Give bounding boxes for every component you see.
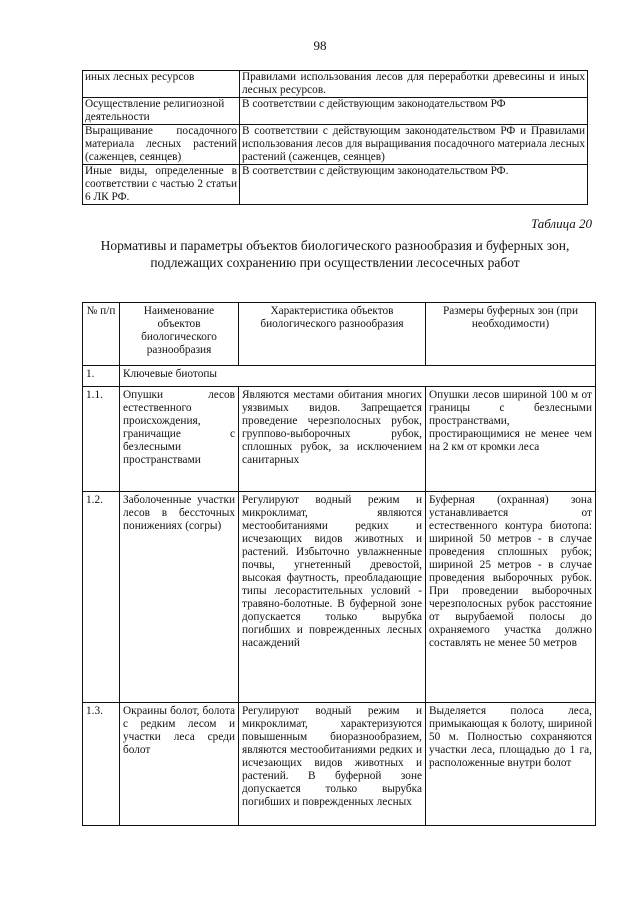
page-number: 98: [313, 38, 327, 53]
row-buffer: Буферная (охранная) зона устанавливается от естественного контура биотопа: шириной 50 метров - в случае проведения сплошных рубок; шириной 25 метров - в случае проведения выборочных рубок. При проведении выборочных черезполосных рубок расстояние от вырубаемой полосы до охраняемого участка должно составлять не менее 50 метров: [426, 492, 596, 703]
continued-regulations-table: [82, 70, 588, 205]
table-header-row: [83, 303, 596, 366]
table-row: [83, 387, 596, 492]
row-buffer: Выделяется полоса леса, примыкающая к болоту, шириной 50 м. Полностью сохраняются участки леса, площадью до 1 га, расположенные внутри болот: [426, 703, 596, 826]
regulation-cell: В соответствии с действующим законодательством РФ и Правилами использования лесов для выращивания посадочного материала лесных растений (саженцев, сеянцев): [240, 125, 588, 165]
header-description: Характеристика объектов биологического разнообразия: [239, 303, 426, 366]
table-title: Нормативы и параметры объектов биологического разнообразия и буферных зон, подлежащих сохранению при осуществлении лесосечных работ: [100, 238, 570, 270]
activity-cell: Иные виды, определенные в соответствии с частью 2 статьи 6 ЛК РФ.: [83, 165, 240, 205]
table-row: [83, 165, 588, 205]
row-name: Заболоченные участки лесов в бессточных понижениях (согры): [120, 492, 239, 703]
section-row: [83, 366, 596, 387]
row-num: 1.2.: [83, 492, 120, 703]
regulation-cell: В соответствии с действующим законодательством РФ.: [240, 165, 588, 205]
activity-cell: Осуществление религиозной деятельности: [83, 98, 240, 125]
section-name: Ключевые биотопы: [120, 366, 596, 387]
row-num: 1.3.: [83, 703, 120, 826]
table-caption: Таблица 20: [530, 216, 592, 231]
table-row: [83, 98, 588, 125]
header-buffer: Размеры буферных зон (при необходимости): [426, 303, 596, 366]
regulation-cell: В соответствии с действующим законодательством РФ: [240, 98, 588, 125]
table-row: [83, 125, 588, 165]
row-num: 1.1.: [83, 387, 120, 492]
row-buffer: Опушки лесов шириной 100 м от границы с безлесными пространствами, простирающимися не менее чем на 2 км от кромки леса: [426, 387, 596, 492]
row-description: Являются местами обитания многих уязвимых видов. Запрещается проведение черезполосных рубок, группово-выборочных рубок, сплошных рубок, за исключением санитарных: [239, 387, 426, 492]
table-row: [83, 492, 596, 703]
regulation-cell: Правилами использования лесов для переработки древесины и иных лесных ресурсов.: [240, 71, 588, 98]
row-description: Регулируют водный режим и микроклимат, являются местообитаниями редких и исчезающих видов животных и растений. Избыточно увлажненные почвы, угнетенный древостой, высокая фаутность, преобладающие типы лесорастительных условий - травяно-болотные. В буферной зоне допускается только вырубка погибших и поврежденных лесных насаждений: [239, 492, 426, 703]
row-description: Регулируют водный режим и микроклимат, характеризуются повышенным биоразнообразием, являются местообитаниями редких и исчезающих видов животных и растений. В буферной зоне допускается только вырубка погибших и поврежденных лесных: [239, 703, 426, 826]
row-name: Опушки лесов естественного происхождения, граничащие с безлесными пространствами: [120, 387, 239, 492]
biodiversity-norms-table: [82, 302, 596, 826]
section-num: 1.: [83, 366, 120, 387]
activity-cell: иных лесных ресурсов: [83, 71, 240, 98]
table-row: [83, 703, 596, 826]
header-num: № п/п: [83, 303, 120, 366]
activity-cell: Выращивание посадочного материала лесных растений (саженцев, сеянцев): [83, 125, 240, 165]
header-name: Наименование объектов биологического разнообразия: [120, 303, 239, 366]
row-name: Окраины болот, болота с редким лесом и участки леса среди болот: [120, 703, 239, 826]
table-row: [83, 71, 588, 98]
